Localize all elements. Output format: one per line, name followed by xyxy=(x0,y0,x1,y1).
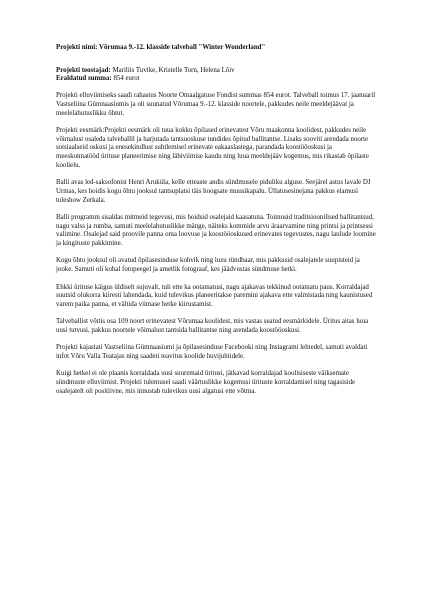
meta-amount-label: Eraldatud summa: xyxy=(56,75,112,83)
project-title: Projekti nimi: Võrumaa 9.-12. klasside talveball "Winter Wonderland" xyxy=(56,44,266,51)
meta-amount xyxy=(56,75,376,84)
meta-implementers xyxy=(56,67,376,76)
paragraph-opening: Balli avas led-saksofonist Henri Aruküla, kelle etteaste andis sündmusele piduliku alguse. Seejärel astus lavale DJ Urmas, kes hoidis kogu õhtu jooksul tantsuplatsi täis hoogsate muusikapalu. Üllatusesinejana pakkus elamusi tuleshow Zerkala. xyxy=(56,179,371,204)
paragraph-issues: Ehkki ürituse käigus üldiselt sujuvalt, tuli ette ka ootamatusi, nagu ajakavas tekkinud ootamatu paus. Korraldajad suutsid olukorra kiiresti lahendada, kuid tulevikus planeeritakse paremini ajakava ette valmistada ning kaunistused varem paika panna, et vältida viimase hetke kiirustamist. xyxy=(56,283,373,308)
paragraph-goal: Projekti eesmärk:Projekti eesmärk oli tuua kokku õpilased erinevatest Võru maakonna koolidest, pakkudes neile võimalust osaleda talveballil ja harjutada tantsuoskuse tundides õpitud ballitantse. Lisaks sooviti arendada noorte sotsiaalseid oskusi ja enesekindlust suhtlemisel erinevate eakaaslastega, parandada koostööoskusi ja meeskonnatööd ürituse planeerimise ning läbiviimise kaudu ning luua meeldejääv kogemus, mis rikastab õpilaste koolielu. xyxy=(56,126,369,169)
meta-amount-value: 854 eurot xyxy=(111,75,140,83)
project-meta xyxy=(56,67,376,84)
paragraph-coverage: Projekti kajastati Vastseliina Gümnaasiumi ja õpilasesinduse Facebooki ning Instagrami lehtedel, samuti avaldati infot Võru Valla Teatajas ning saadeti teavitus koolide huvijuhtidele. xyxy=(56,344,368,361)
paragraph-program: Balli programm sisaldas mitmeid tegevusi, mis hoidsid osalejaid kaasatuna. Toimusid traditsioonilised ballitantsud, nagu valss ja rumba, samuti meelelahutuslikke mänge, näiteks kommide arvu äraarvamine ning printsi ja printsessi valimine. Osalejad said proovile panna oma loovuse ja koostööoskused erinevates tegevustes, nagu laulude loomine ja kingituste pakkimine. xyxy=(56,213,376,248)
paragraph-cafe: Kogu õhtu jooksul oli avatud õpilasesinduse kohvik ning luzu ründbaar, mis pakkusid osalejatele suupisteid ja jooke. Samuti oli kohal fotopeegel ja ametlik fotograaf, kes jäädvustas sündmuse hetki. xyxy=(56,257,360,274)
paragraph-funding: Projekti elluviimiseks saadi rahastus Noorte Omaalgatuse Fondist summas 854 eurot. Talveball toimus 17. jaanuaril Vastseliina Gümnaasiumis ja oli suunatud Võrumaa 9.-12. klasside noortele, pakkudes neile meeldejäävat ja meelelahutuslikku õhtut. xyxy=(56,92,376,117)
paragraph-participants: Talveballist võttis osa 109 noort erinevatest Võrumaa koolidest, mis vastas seatud eesmärkidele. Üritus aitas luua uusi tutvusi, pakkus noortele võimalust tantsida ballitantse ning arendada koostööoskusi. xyxy=(56,318,369,334)
paragraph-future: Kuigi hetkel ei ole plaanis korraldada uusi suuremaid üritusi, jätkavad korraldajad koolisiseste väiksemate sündmuste elluviimist. Projekti tulemusel saadi väärtuslikke kogemusi ürituste korraldamisel ning tagasiside osalejatelt oli positiivne, mis innustab tulevikus uusi algatusi ette võtma. xyxy=(56,370,356,395)
meta-implementers-label: Projekti teostajad: xyxy=(56,66,111,74)
meta-implementers-value: Mariliis Tuvike, Kristelle Torn, Helena Lõiv xyxy=(110,66,235,74)
